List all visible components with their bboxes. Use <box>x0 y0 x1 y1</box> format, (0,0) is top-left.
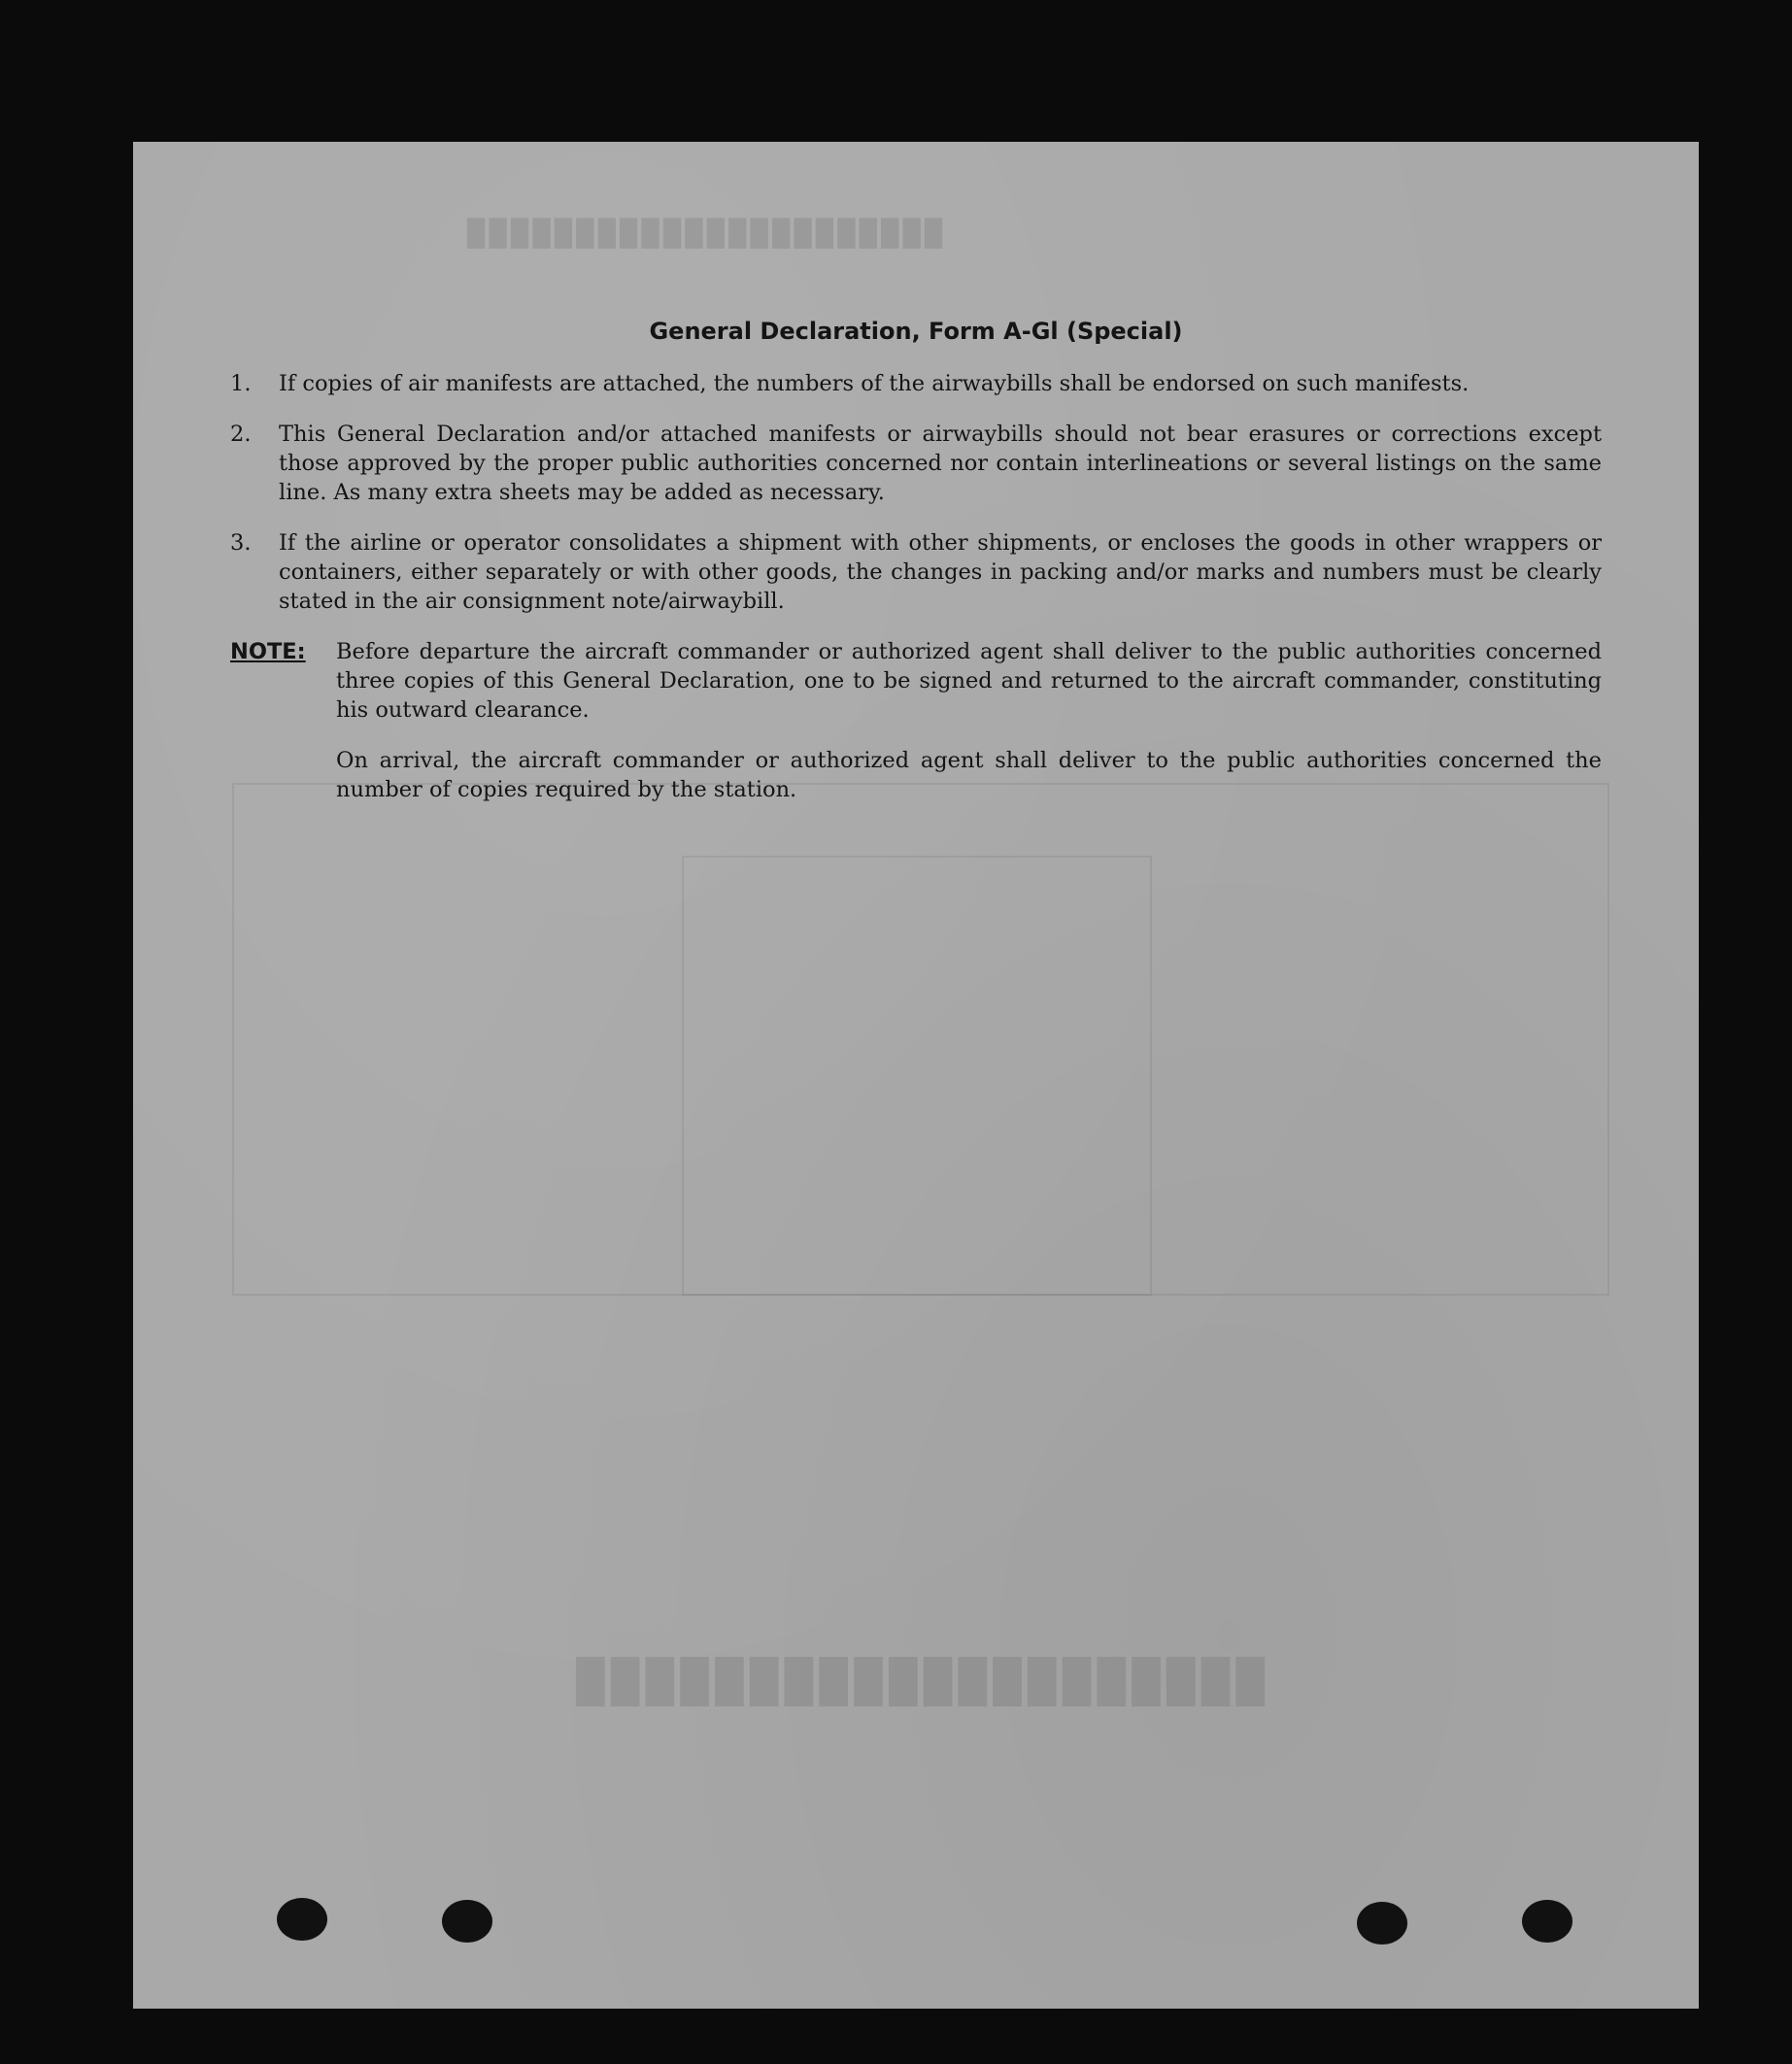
bleed-through-footer-heading: ████████████████████ <box>570 1657 1266 1703</box>
note-paragraph-1: Before departure the aircraft commander or authorized agent shall deliver to the public authorities concerned three copies of this General Declaration, one to be signed and returned to the aircraft commander, constituting his outward clearance. <box>336 639 1602 723</box>
page-title: General Declaration, Form A-Gl (Special) <box>649 318 1183 345</box>
punch-hole <box>1522 1900 1572 1943</box>
punch-hole <box>277 1898 327 1941</box>
item-number: 2. <box>230 422 252 447</box>
document-page <box>133 142 1699 2009</box>
bleed-through-table-column <box>682 856 1152 1296</box>
item-text: If copies of air manifests are attached, the numbers of the airwaybills shall be endorsed on such manifests. <box>279 371 1470 396</box>
corner-tab <box>75 1826 123 1865</box>
instruction-item-3 <box>230 528 1602 616</box>
item-text: If the airline or operator consolidates a shipment with other shipments, or encloses the goods in other wrappers or containers, either separately or with other goods, the changes in packing and/or marks and numbers must be clearly stated in the air consignment note/airwaybill. <box>279 530 1602 614</box>
note-paragraph-2: On arrival, the aircraft commander or authorized agent shall deliver to the public authorities concerned the number of copies required by the station. <box>336 748 1602 802</box>
note-label: NOTE: <box>230 639 306 664</box>
instruction-item-2 <box>230 420 1602 507</box>
item-number: 3. <box>230 530 252 556</box>
item-text: This General Declaration and/or attached manifests or airwaybills should not bear erasures or corrections except those approved by the proper public authorities concerned nor contain interlineations or several listings on the same line. As many extra sheets may be added as necessary. <box>279 422 1602 505</box>
instruction-item-1 <box>230 369 1602 398</box>
declaration-instructions <box>230 317 1602 804</box>
note-section <box>230 637 1602 725</box>
punch-hole <box>1357 1902 1407 1945</box>
punch-hole <box>442 1900 492 1943</box>
bleed-through-heading: ██████████████████████ <box>463 218 943 247</box>
item-number: 1. <box>230 371 252 396</box>
